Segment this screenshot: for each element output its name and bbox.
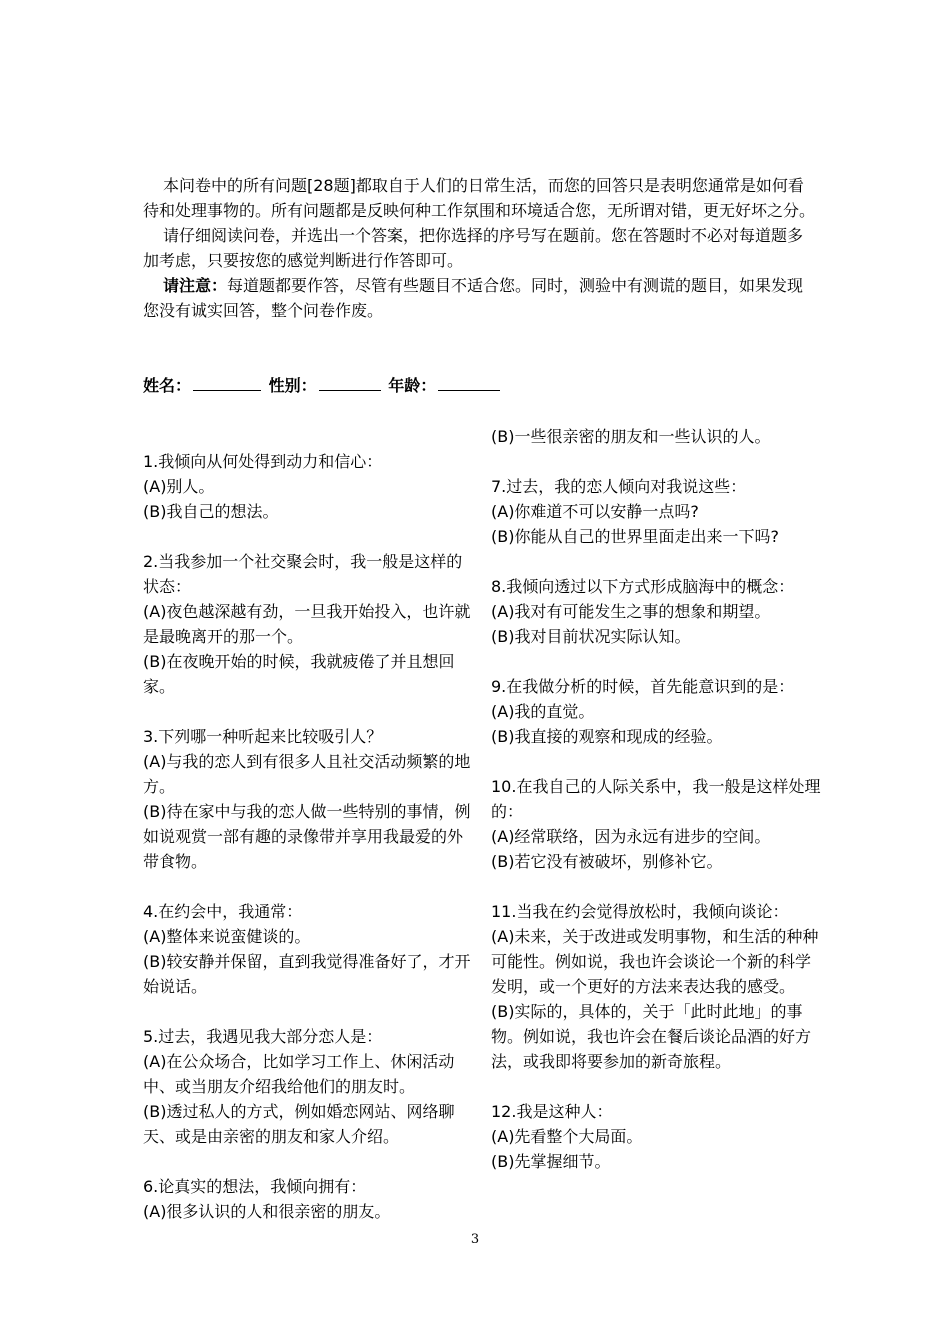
option-b: (B)我直接的观察和现成的经验。	[491, 727, 723, 746]
option-b: (B)我对目前状况实际认知。	[491, 627, 691, 646]
name-label: 姓名：	[143, 376, 192, 395]
intro-section	[143, 173, 815, 323]
option-b: (B)较安静并保留，直到我觉得准备好了，才开始说话。	[143, 952, 471, 996]
option-a: (A)经常联络，因为永远有进步的空间。	[491, 827, 771, 846]
age-field[interactable]	[438, 373, 500, 391]
question-6-continued	[491, 424, 821, 449]
option-a: (A)我对有可能发生之事的想象和期望。	[491, 602, 771, 621]
option-a: (A)夜色越深越有劲，一旦我开始投入，也许就是最晚离开的那一个。	[143, 602, 471, 646]
option-a: (A)与我的恋人到有很多人且社交活动频繁的地方。	[143, 752, 471, 796]
question-text: 7.过去，我的恋人倾向对我说这些：	[491, 477, 747, 496]
option-a: (A)我的直觉。	[491, 702, 595, 721]
intro-paragraph-2: 请仔细阅读问卷，并选出一个答案，把你选择的序号写在题前。您在答题时不必对每道题多加考虑，只要按您的感觉判断进行作答即可。	[143, 226, 804, 270]
option-a: (A)先看整个大局面。	[491, 1127, 643, 1146]
question-1	[143, 449, 473, 524]
option-a: (A)未来，关于改进或发明事物，和生活的种种可能性。例如说，我也许会谈论一个新的科学发明，或一个更好的方法来表达我的感受。	[491, 927, 819, 996]
notice-text: 每道题都要作答，尽管有些题目不适合您。同时，测验中有测谎的题目，如果发现您没有诚实回答，整个问卷作废。	[143, 276, 804, 320]
question-10	[491, 774, 821, 874]
option-a: (A)你难道不可以安静一点吗?	[491, 502, 699, 521]
question-text: 1.我倾向从何处得到动力和信心：	[143, 452, 383, 471]
question-4	[143, 899, 473, 999]
question-text: 8.我倾向透过以下方式形成脑海中的概念：	[491, 577, 795, 596]
option-a: (A)在公众场合，比如学习工作上、休闲活动中、或当朋友介绍我给他们的朋友时。	[143, 1052, 455, 1096]
option-b: (B)若它没有被破坏，别修补它。	[491, 852, 723, 871]
option-b: (B)透过私人的方式，例如婚恋网站、网络聊天、或是由亲密的朋友和家人介绍。	[143, 1102, 455, 1146]
question-11	[491, 899, 821, 1074]
option-b: (B)一些很亲密的朋友和一些认识的人。	[491, 427, 771, 446]
option-a: (A)别人。	[143, 477, 215, 496]
notice-label: 请注意：	[163, 276, 228, 295]
option-a: (A)整体来说蛮健谈的。	[143, 927, 311, 946]
question-2	[143, 549, 473, 699]
option-b: (B)在夜晚开始的时候，我就疲倦了并且想回家。	[143, 652, 455, 696]
question-5	[143, 1024, 473, 1149]
question-6	[143, 1174, 473, 1224]
intro-paragraph-1: 本问卷中的所有问题[28题]都取自于人们的日常生活，而您的回答只是表明您通常是如何看待和处理事物的。所有问题都是反映何种工作氛围和环境适合您，无所谓对错，更无好坏之分。	[143, 176, 816, 220]
respondent-info	[143, 373, 502, 398]
option-b: (B)你能从自己的世界里面走出来一下吗?	[491, 527, 779, 546]
question-text: 5.过去，我遇见我大部分恋人是：	[143, 1027, 383, 1046]
option-b: (B)实际的，具体的，关于「此时此地」的事物。例如说，我也许会在餐后谈论品酒的好方法，或我即将要参加的新奇旅程。	[491, 1002, 812, 1071]
option-a: (A)很多认识的人和很亲密的朋友。	[143, 1202, 391, 1221]
question-text: 6.论真实的想法，我倾向拥有：	[143, 1177, 367, 1196]
intro-paragraph-3	[143, 273, 815, 323]
question-text: 4.在约会中，我通常：	[143, 902, 303, 921]
question-text: 11.当我在约会觉得放松时，我倾向谈论：	[491, 902, 789, 921]
questions-right-column	[491, 424, 821, 1199]
option-b: (B)待在家中与我的恋人做一些特别的事情，例如说观赏一部有趣的录像带并享用我最爱的外带食物。	[143, 802, 471, 871]
gender-label: 性别：	[268, 376, 317, 395]
question-7	[491, 474, 821, 549]
question-8	[491, 574, 821, 649]
question-12	[491, 1099, 821, 1174]
page-number: 3	[470, 1232, 480, 1247]
name-field[interactable]	[193, 373, 261, 391]
question-text: 3.下列哪一种听起来比较吸引人？	[143, 727, 383, 746]
question-text: 2.当我参加一个社交聚会时，我一般是这样的状态：	[143, 552, 463, 596]
questions-left-column	[143, 424, 473, 1249]
option-b: (B)先掌握细节。	[491, 1152, 611, 1171]
question-text: 9.在我做分析的时候，首先能意识到的是：	[491, 677, 795, 696]
option-b: (B)我自己的想法。	[143, 502, 279, 521]
question-3	[143, 724, 473, 874]
question-text: 12.我是这种人：	[491, 1102, 613, 1121]
question-text: 10.在我自己的人际关系中，我一般是这样处理的：	[491, 777, 821, 821]
age-label: 年龄：	[388, 376, 437, 395]
gender-field[interactable]	[319, 373, 381, 391]
question-9	[491, 674, 821, 749]
